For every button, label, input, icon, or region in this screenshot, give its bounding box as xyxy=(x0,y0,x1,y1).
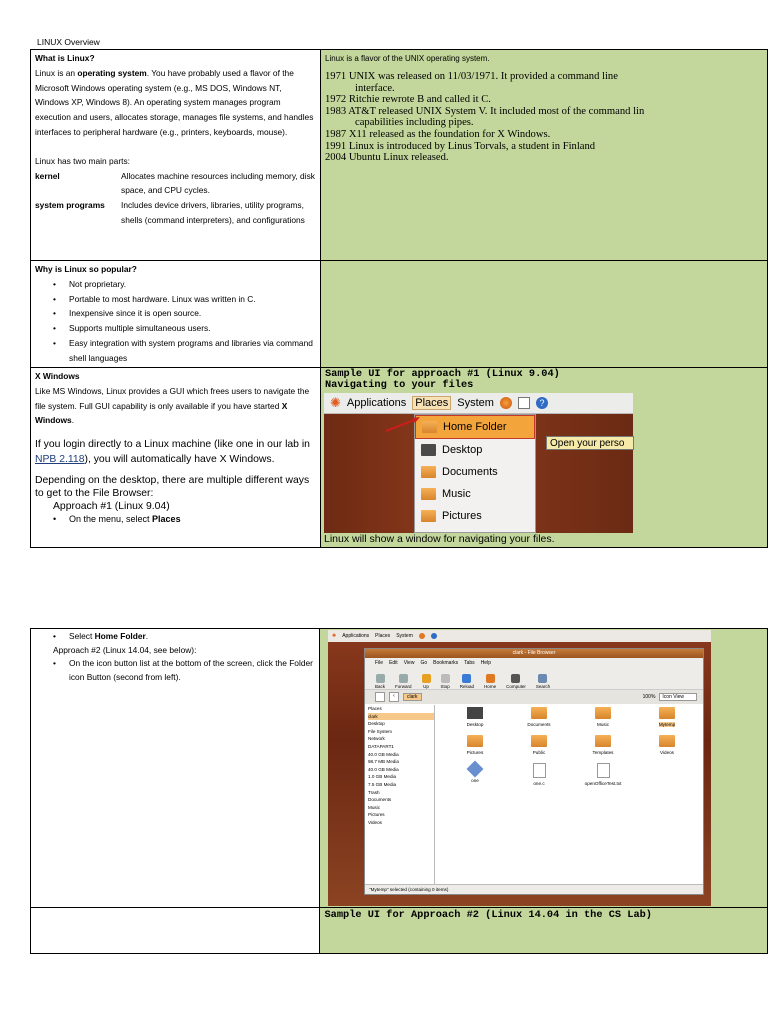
approach2-label: Approach #2 (Linux 14.04, see below): xyxy=(53,644,197,655)
menu-go[interactable]: Go xyxy=(420,659,428,666)
file-item[interactable]: Public xyxy=(507,735,571,755)
location-button[interactable]: clark xyxy=(403,693,422,701)
page-title: LINUX Overview xyxy=(37,37,100,47)
what-is-linux-paragraph: Linux is an operating system. You have probably used a flavor of the Microsoft Windows operating system (e.g., MS DOS, Windows NT, Windows XP, Windows 8). An operating system manages program execution and users, allocates storage, manages file systems, and handles interfaces to peripheral hardware (e.g., printers, keyboards, mouse). xyxy=(35,67,314,137)
sidebar-item[interactable]: Videos xyxy=(368,819,382,825)
edit-location-icon[interactable] xyxy=(375,692,385,702)
ways-paragraph: Depending on the desktop, there are multiple different ways to get to the File Browser: xyxy=(35,475,310,500)
forward-icon xyxy=(399,674,408,683)
empty-green-cell xyxy=(321,261,768,368)
home-icon xyxy=(486,674,495,683)
up-icon xyxy=(422,674,431,683)
history-cell xyxy=(321,50,768,261)
places-menu-item-documents[interactable]: Documents xyxy=(415,461,535,483)
list-item: • Not proprietary. xyxy=(35,277,316,292)
window-title: clark - File Browser xyxy=(365,649,703,658)
gnome-topbar xyxy=(328,630,711,642)
toolbar-forward-button[interactable]: Forward xyxy=(395,674,412,689)
menu-file[interactable]: File xyxy=(375,659,384,666)
list-item: • On the icon button list at the bottom of the screen, click the Folder icon Button (second from left). xyxy=(35,657,315,684)
heading-why-popular: Why is Linux so popular? xyxy=(35,264,137,274)
toolbar-stop-button[interactable]: Stop xyxy=(441,674,450,689)
list-item: • Select Home Folder. xyxy=(35,630,315,644)
places-menu-item-pictures[interactable]: Pictures xyxy=(415,505,535,527)
sidebar-item[interactable]: Documents xyxy=(368,797,392,803)
approach1-label: Approach #1 (Linux 9.04) xyxy=(53,501,170,513)
x-windows-cell xyxy=(31,368,321,548)
document-icon xyxy=(533,763,546,778)
two-parts-intro: Linux has two main parts: xyxy=(35,155,130,166)
x-windows-paragraph: Like MS Windows, Linux provides a GUI which frees users to navigate the file system. Full GUI capability is only available if you have started X Windows. xyxy=(35,385,310,426)
back-icon xyxy=(376,674,385,683)
menu-edit[interactable]: Edit xyxy=(389,659,398,666)
places-menu-item-desktop[interactable]: Desktop xyxy=(415,439,535,461)
computer-icon xyxy=(511,674,520,683)
login-paragraph: If you login directly to a Linux machine (like one in our lab in NPB 2.118), you will automatically have X Windows. xyxy=(35,439,310,466)
list-item: • On the menu, select Places xyxy=(35,513,316,525)
list-item: • Inexpensive since it is open source. xyxy=(35,306,316,321)
menu-system[interactable]: System xyxy=(457,397,494,409)
folder-icon xyxy=(595,707,611,719)
location-bar xyxy=(365,689,703,704)
approach2-caption-cell xyxy=(320,908,768,954)
timeline-entry: 1991 Linux is introduced by Linus Torvals, a student in Finland xyxy=(325,140,596,152)
what-is-linux-cell xyxy=(31,50,321,261)
file-item[interactable]: Mytemp xyxy=(635,707,699,727)
approach2-caption: Sample UI for Approach #2 (Linux 14.04 in the CS Lab) xyxy=(324,909,652,921)
timeline-entry: 2004 Ubuntu Linux released. xyxy=(325,152,449,164)
toolbar-up-button[interactable]: Up xyxy=(422,674,431,689)
lab-room-link[interactable]: NPB 2.118 xyxy=(35,454,85,466)
menu-bookmarks[interactable]: Bookmarks xyxy=(433,659,459,666)
select-home-list xyxy=(35,630,315,644)
approach1-list xyxy=(35,513,316,525)
sidebar-item[interactable]: 7.5 GB Media xyxy=(368,781,397,787)
toolbar-computer-button[interactable]: Computer xyxy=(506,674,526,689)
approach1-subcaption: Navigating to your files xyxy=(325,379,474,391)
reload-icon xyxy=(462,674,471,683)
sidebar-item[interactable]: Network xyxy=(368,736,385,742)
toolbar-search-button[interactable]: Search xyxy=(536,674,550,689)
file-item[interactable]: one.c xyxy=(507,763,571,786)
list-item: • Portable to most hardware. Linux was written in C. xyxy=(35,292,316,307)
approach1-screenshot xyxy=(324,393,633,533)
sidebar-item[interactable]: File System xyxy=(368,728,392,734)
sidebar-item[interactable]: 40.0 GB Media xyxy=(368,766,399,772)
folder-icon xyxy=(595,735,611,747)
stop-icon xyxy=(441,674,450,683)
menu-system[interactable]: System xyxy=(396,633,413,639)
file-item[interactable]: openOfficeTest.txt xyxy=(571,763,635,786)
file-icon-grid xyxy=(443,707,698,786)
sidebar-item[interactable]: Music xyxy=(368,804,380,810)
menu-places[interactable]: Places xyxy=(412,396,451,410)
help-icon[interactable] xyxy=(431,633,437,639)
menu-applications[interactable]: Applications xyxy=(346,397,407,409)
file-item[interactable]: one xyxy=(443,763,507,786)
list-item: • Easy integration with system programs and libraries via command shell languages xyxy=(35,336,316,366)
file-item[interactable]: Videos xyxy=(635,735,699,755)
history-intro: Linux is a flavor of the UNIX operating system. xyxy=(325,54,490,63)
overview-table xyxy=(30,49,768,548)
ubuntu-logo-icon: ✺ xyxy=(332,633,337,639)
menu-applications[interactable]: Applications xyxy=(342,633,370,639)
sidebar-item[interactable]: Pictures xyxy=(368,812,385,818)
search-icon xyxy=(538,674,547,683)
list-item: • Supports multiple simultaneous users. xyxy=(35,321,316,336)
tooltip: Open your perso xyxy=(546,436,634,450)
folder-icon xyxy=(659,707,675,719)
sidebar-item[interactable]: 40.0 GB Media xyxy=(368,751,399,757)
menu-tabs[interactable]: Tabs xyxy=(464,659,475,666)
desktop-icon xyxy=(467,707,483,719)
chevron-left-icon[interactable]: ‹ xyxy=(389,692,399,702)
menu-places[interactable]: Places xyxy=(375,633,391,639)
heading-what-is-linux: What is Linux? xyxy=(35,53,95,63)
toolbar-home-button[interactable]: Home xyxy=(484,674,496,689)
document-icon xyxy=(597,763,610,778)
sidebar-item[interactable]: Trash xyxy=(368,789,380,795)
file-browser-screenshot xyxy=(328,630,711,906)
places-sidebar xyxy=(365,705,435,884)
menu-view[interactable]: View xyxy=(403,659,415,666)
timeline-entry: 1971 UNIX was released on 11/03/1971. It provided a command line xyxy=(325,71,618,82)
timeline-continuation: interface. xyxy=(355,82,395,94)
executable-icon xyxy=(467,761,484,778)
firefox-icon[interactable] xyxy=(419,633,425,639)
history-timeline xyxy=(325,71,763,164)
folder-icon xyxy=(531,707,547,719)
approach1-footer: Linux will show a window for navigating your files. xyxy=(324,533,555,545)
popular-reasons-list xyxy=(35,277,316,366)
approach2-list xyxy=(35,657,315,684)
places-menu-item-home-folder[interactable]: Home Folder xyxy=(415,415,535,439)
approach2-steps-cell xyxy=(31,629,320,908)
file-item[interactable]: Documents xyxy=(507,707,571,727)
ubuntu-logo-icon: ✺ xyxy=(330,395,341,410)
sidebar-item[interactable]: DATAPART1 xyxy=(368,743,394,749)
sidebar-item[interactable]: Desktop xyxy=(368,721,385,727)
help-icon[interactable]: ? xyxy=(536,397,548,409)
toolbar-reload-button[interactable]: Reload xyxy=(460,674,474,689)
timeline-entry: 1987 X11 released as the foundation for X Windows. xyxy=(325,128,551,140)
window-menubar xyxy=(365,658,703,667)
file-item[interactable]: Desktop xyxy=(443,707,507,727)
approach1-ui-cell xyxy=(321,368,768,548)
menu-help[interactable]: Help xyxy=(480,659,491,666)
timeline-entry: 1972 Ritchie rewrote B and called it C. xyxy=(325,94,491,106)
why-popular-cell xyxy=(31,261,321,368)
timeline-continuation: capabilities including pipes. xyxy=(355,117,474,129)
places-menu-item-music[interactable]: Music xyxy=(415,483,535,505)
sidebar-item[interactable]: 1.0 GB Media xyxy=(368,774,397,780)
timeline-entry: 1983 AT&T released UNIX System V. It included most of the command lin xyxy=(325,105,645,117)
file-browser-window xyxy=(364,648,704,895)
folder-icon xyxy=(467,735,483,747)
toolbar-back-button[interactable]: Back xyxy=(375,674,385,689)
sidebar-item[interactable]: clark xyxy=(368,713,434,721)
file-item[interactable]: Templates xyxy=(571,735,635,755)
zoom-level: 100% xyxy=(642,694,656,700)
places-label: Places xyxy=(368,706,382,711)
status-bar: "Mytemp" selected (containing 0 items) xyxy=(365,884,703,894)
file-item[interactable]: Music xyxy=(571,707,635,727)
part-system-programs: system programs Includes device drivers, libraries, utility programs, shells (command interpreters), and configurations xyxy=(35,200,305,225)
approach1-caption: Sample UI for approach #1 (Linux 9.04) xyxy=(325,368,560,380)
part-kernel: kernel Allocates machine resources including memory, disk space, and CPU cycles. xyxy=(35,170,315,196)
file-item[interactable]: Pictures xyxy=(443,735,507,755)
folder-icon xyxy=(531,735,547,747)
toolbar xyxy=(365,667,703,689)
folder-icon xyxy=(659,735,675,747)
red-arrow-annotation xyxy=(324,393,633,533)
empty-cell xyxy=(31,908,320,954)
view-select[interactable]: Icon View xyxy=(659,693,697,701)
heading-x-windows: X Windows xyxy=(35,371,80,381)
sidebar-item[interactable]: 98.7 MB Media xyxy=(368,759,399,765)
